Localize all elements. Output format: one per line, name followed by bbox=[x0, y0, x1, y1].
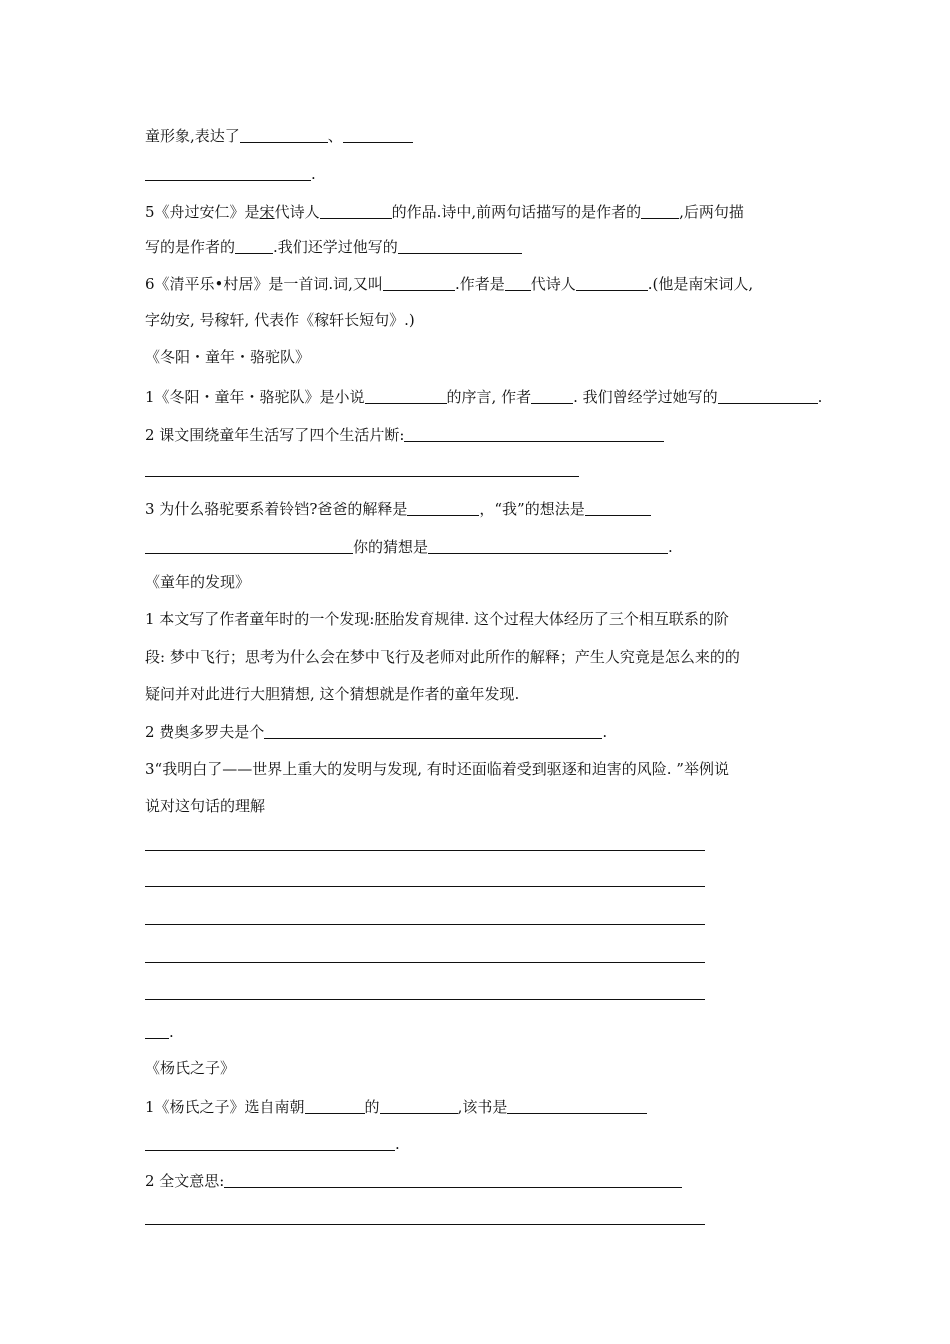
blank[interactable] bbox=[320, 203, 392, 219]
section-heading: 《童年的发现》 bbox=[145, 573, 251, 591]
line-intro: 童形象,表达了 、 bbox=[145, 125, 413, 145]
blank[interactable] bbox=[145, 1023, 169, 1039]
answer-line[interactable] bbox=[145, 850, 705, 851]
blank[interactable] bbox=[428, 538, 668, 554]
paragraph-line: 说对这句话的理解 bbox=[145, 797, 266, 815]
camel-q3-cont: 你的猜想是 . bbox=[145, 536, 673, 556]
blank[interactable] bbox=[240, 127, 328, 143]
blank[interactable] bbox=[641, 203, 679, 219]
blank[interactable] bbox=[145, 1135, 395, 1151]
discovery-q2: 2 费奥多罗夫是个 . bbox=[145, 723, 608, 741]
question-6-line1: 6《清平乐•村居》是一首词.词,又叫 .作者是 代诗人 .(他是南宋词人, bbox=[145, 275, 754, 293]
paragraph-line: 疑问并对此进行大胆猜想, 这个猜想就是作者的童年发现. bbox=[145, 685, 520, 703]
blank[interactable] bbox=[531, 388, 573, 404]
blank[interactable] bbox=[404, 426, 664, 442]
answer-line[interactable] bbox=[145, 962, 705, 963]
question-6-line2: 字幼安, 号稼轩, 代表作《稼轩长短句》.) bbox=[145, 311, 415, 329]
blank[interactable] bbox=[507, 1098, 647, 1114]
blank[interactable] bbox=[145, 165, 311, 181]
blank[interactable] bbox=[505, 275, 531, 291]
section-heading: 《杨氏之子》 bbox=[145, 1059, 236, 1077]
answer-line[interactable] bbox=[145, 999, 705, 1000]
blank[interactable] bbox=[576, 275, 648, 291]
paragraph-line: 1 本文写了作者童年时的一个发现:胚胎发育规律. 这个过程大体经历了三个相互联系的阶 bbox=[145, 610, 729, 628]
blank[interactable] bbox=[718, 388, 818, 404]
answer-line[interactable] bbox=[145, 476, 579, 477]
blank[interactable] bbox=[343, 127, 413, 143]
line-intro-cont: . bbox=[145, 163, 316, 183]
blank[interactable] bbox=[585, 500, 651, 516]
yang-q2: 2 全文意思: bbox=[145, 1170, 682, 1190]
blank[interactable] bbox=[407, 500, 479, 516]
blank[interactable] bbox=[145, 538, 353, 554]
question-5-line2: 写的是作者的 .我们还学过他写的 bbox=[145, 236, 522, 256]
blank[interactable] bbox=[264, 723, 602, 739]
camel-q3: 3 为什么骆驼要系着铃铛?爸爸的解释是 ，“我”的想法是 bbox=[145, 498, 651, 518]
section-heading: 《冬阳・童年・骆驼队》 bbox=[145, 348, 311, 366]
blank[interactable] bbox=[235, 238, 273, 254]
camel-q1: 1《冬阳・童年・骆驼队》是小说 的序言, 作者 . 我们曾经学过她写的 . bbox=[145, 388, 823, 406]
answer-line[interactable] bbox=[145, 886, 705, 887]
blank[interactable] bbox=[398, 238, 522, 254]
answer-line[interactable] bbox=[145, 1224, 705, 1225]
blank[interactable] bbox=[383, 275, 455, 291]
camel-q2: 2 课文围绕童年生活写了四个生活片断: bbox=[145, 424, 664, 444]
paragraph-line: 3“我明白了——世界上重大的发明与发现, 有时还面临着受到驱逐和迫害的风险. ”举例说 bbox=[145, 760, 729, 778]
blank[interactable] bbox=[380, 1098, 458, 1114]
yang-q1: 1《杨氏之子》选自南朝 的 ,该书是 bbox=[145, 1096, 647, 1116]
answer-line[interactable] bbox=[145, 924, 705, 925]
paragraph-line: 段: 梦中飞行；思考为什么会在梦中飞行及老师对此所作的解释；产生人究竟是怎么来的的 bbox=[145, 648, 740, 666]
question-5-line1: 5《舟过安仁》是宋代诗人 的作品.诗中,前两句话描写的是作者的 ,后两句描 bbox=[145, 203, 744, 221]
blank[interactable] bbox=[224, 1172, 682, 1188]
blank[interactable] bbox=[305, 1098, 365, 1114]
blank[interactable] bbox=[365, 388, 447, 404]
yang-q1-cont: . bbox=[145, 1133, 400, 1153]
answer-line-end: . bbox=[145, 1021, 174, 1041]
